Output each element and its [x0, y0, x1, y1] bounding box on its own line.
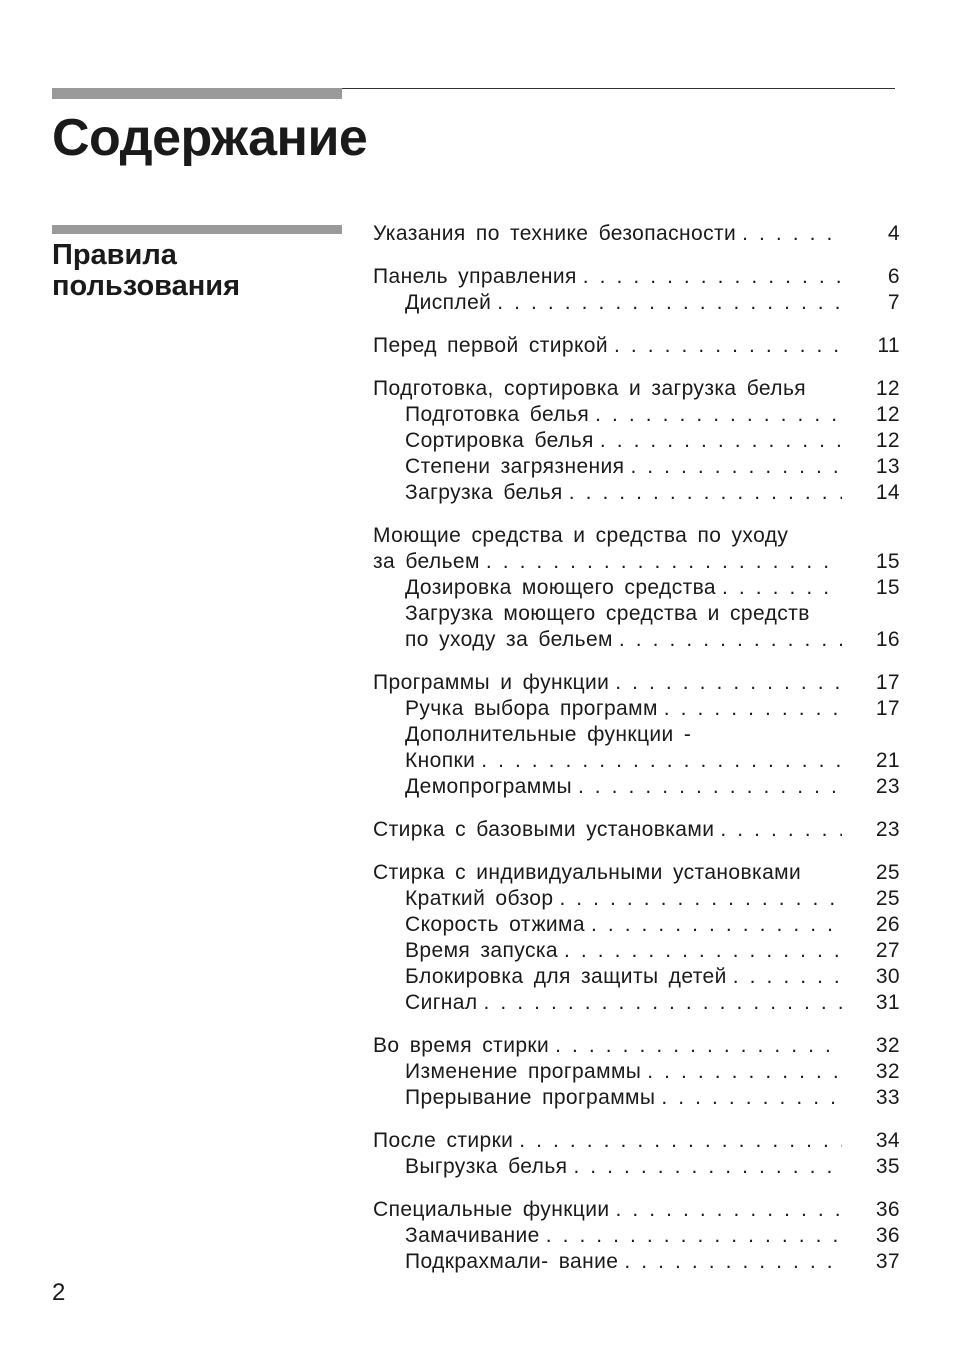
toc-entry-label: Программы и функции [373, 671, 610, 694]
toc-leader-dots [567, 1154, 842, 1180]
toc-page-number: 14 [875, 481, 900, 504]
toc-page-number: 12 [875, 403, 900, 426]
toc-page-number: 6 [887, 265, 900, 288]
toc-page-number: 12 [875, 429, 900, 452]
toc-entry-label: Дозировка моющего средства [405, 576, 717, 599]
toc-group [373, 333, 900, 359]
toc-entry[interactable] [373, 333, 900, 359]
toc-leader-dots [572, 774, 842, 800]
toc-leader-dots [594, 428, 842, 454]
toc-entry[interactable] [373, 860, 900, 886]
toc-leader-dots [609, 1197, 842, 1223]
toc-subentry[interactable] [373, 912, 900, 938]
toc-group [373, 1197, 900, 1275]
toc-group [373, 221, 900, 247]
toc-group [373, 376, 900, 506]
toc-page-number: 25 [875, 861, 900, 884]
toc-subentry[interactable] [373, 774, 900, 800]
toc-entry-label: Загрузка моющего средства и средств [405, 602, 810, 625]
toc-entry[interactable] [373, 1128, 900, 1154]
toc-leader-dots [641, 1059, 842, 1085]
toc-page-number: 34 [875, 1129, 900, 1152]
toc-page-number: 13 [875, 455, 900, 478]
toc-page-number: 37 [875, 1250, 900, 1273]
toc-page-number: 23 [875, 818, 900, 841]
toc-entry-label: После стирки [373, 1129, 514, 1152]
toc-subentry[interactable] [373, 575, 900, 601]
toc-leader-dots [716, 575, 842, 601]
toc-subentry[interactable] [373, 938, 900, 964]
toc-entry-label: Стирка с базовыми установками [373, 818, 715, 841]
toc-leader-dots [609, 670, 842, 696]
toc-entry-label: Стирка с индивидуальными установками [373, 861, 802, 884]
toc-entry-label: Кнопки [405, 749, 476, 772]
toc-entry-label: Время запуска [405, 939, 558, 962]
toc-subentry[interactable] [373, 428, 900, 454]
toc-page-number: 17 [875, 697, 900, 720]
toc-page-number: 26 [875, 913, 900, 936]
toc-leader-dots [618, 1249, 842, 1275]
toc-entry-label: Прерывание программы [405, 1086, 656, 1109]
toc-entry-label: Ручка выбора программ [405, 697, 658, 720]
page-title: Содержание [52, 109, 368, 167]
toc-group [373, 1033, 900, 1111]
toc-page-number: 16 [875, 628, 900, 651]
toc-group [373, 523, 900, 653]
page-number: 2 [52, 1279, 66, 1306]
toc-page-number: 7 [887, 291, 900, 314]
toc-page-number: 31 [875, 991, 900, 1014]
toc-entry[interactable] [373, 1197, 900, 1223]
toc-page-number: 25 [875, 887, 900, 910]
toc-subentry[interactable] [373, 627, 900, 653]
toc-leader-dots [478, 990, 843, 1016]
toc-leader-dots [549, 1033, 842, 1059]
toc-entry[interactable] [373, 670, 900, 696]
toc-entry-label: Скорость отжима [405, 913, 585, 936]
toc-subentry[interactable] [373, 696, 900, 722]
toc-subentry[interactable] [373, 454, 900, 480]
toc-page-number: 36 [875, 1198, 900, 1221]
toc-subentry[interactable] [373, 964, 900, 990]
toc-entry-label: Дисплей [405, 291, 492, 314]
toc-entry-label: Перед первой стиркой [373, 334, 609, 357]
toc-subentry[interactable] [373, 1059, 900, 1085]
toc-entry-label: Дополнительные функции - [405, 723, 692, 746]
toc-leader-dots [655, 1085, 842, 1111]
toc-page-number: 15 [875, 550, 900, 573]
toc-leader-dots [491, 290, 842, 316]
toc-subentry[interactable] [373, 1223, 900, 1249]
toc-entry-label: Демопрограммы [405, 775, 572, 798]
toc-leader-dots [540, 1223, 842, 1249]
toc-leader-dots [577, 264, 842, 290]
toc-subentry[interactable] [373, 886, 900, 912]
toc-entry-label: Изменение программы [405, 1060, 642, 1083]
toc-page-number: 12 [875, 377, 900, 400]
toc-leader-dots [585, 912, 842, 938]
toc-group [373, 817, 900, 843]
toc-entry-label: Сигнал [405, 991, 478, 1014]
toc-group [373, 1128, 900, 1180]
toc-entry-label: Панель управления [373, 265, 577, 288]
toc-page-number: 21 [875, 749, 900, 772]
toc-entry-label: за бельем [373, 550, 480, 573]
toc-leader-dots [589, 402, 842, 428]
toc-subentry[interactable] [373, 1249, 900, 1275]
toc-leader-dots [563, 480, 842, 506]
toc-subentry[interactable] [373, 601, 900, 627]
toc-leader-dots [714, 817, 842, 843]
toc-entry-label: Краткий обзор [405, 887, 554, 910]
toc-entry-label: Указания по технике безопасности [373, 222, 737, 245]
section-heading: Правила пользования [52, 239, 241, 302]
toc-entry-label: Подготовка белья [405, 403, 590, 426]
toc-entry-label: Степени загрязнения [405, 455, 625, 478]
toc-entry[interactable] [373, 817, 900, 843]
toc-leader-dots [513, 1128, 842, 1154]
toc-entry[interactable] [373, 376, 900, 402]
toc-entry[interactable] [373, 523, 900, 549]
toc-page-number: 35 [875, 1155, 900, 1178]
toc-entry-label: Сортировка белья [405, 429, 594, 452]
section-rule [52, 225, 342, 234]
toc-page-number: 4 [887, 222, 900, 245]
table-of-contents [373, 221, 900, 1292]
toc-page-number: 15 [875, 576, 900, 599]
toc-entry-label: Загрузка белья [405, 481, 563, 504]
toc-group [373, 860, 900, 1016]
toc-leader-dots [553, 886, 842, 912]
toc-page-number: 36 [875, 1224, 900, 1247]
toc-entry-label: Выгрузка белья [405, 1155, 568, 1178]
toc-page-number: 30 [875, 965, 900, 988]
toc-leader-dots [475, 748, 842, 774]
toc-entry-label: Специальные функции [373, 1198, 610, 1221]
toc-page-number: 17 [875, 671, 900, 694]
toc-subentry[interactable] [373, 402, 900, 428]
toc-entry[interactable] [373, 264, 900, 290]
toc-leader-dots [558, 938, 842, 964]
header-thick-rule [52, 88, 342, 99]
toc-subentry[interactable] [373, 990, 900, 1016]
toc-entry-label: Моющие средства и средства по уходу [373, 524, 789, 547]
toc-leader-dots [658, 696, 842, 722]
toc-subentry[interactable] [373, 290, 900, 316]
toc-subentry[interactable] [373, 1085, 900, 1111]
toc-entry[interactable] [373, 221, 900, 247]
toc-entry-label: Подготовка, сортировка и загрузка белья [373, 377, 807, 400]
toc-leader-dots [613, 627, 842, 653]
toc-leader-dots [736, 221, 842, 247]
toc-entry-label: Блокировка для защиты детей [405, 965, 727, 988]
toc-leader-dots [727, 964, 842, 990]
toc-group [373, 264, 900, 316]
toc-page-number: 33 [875, 1086, 900, 1109]
toc-leader-dots [624, 454, 842, 480]
toc-page-number: 11 [877, 334, 900, 357]
toc-page-number: 32 [875, 1034, 900, 1057]
toc-entry-label: Замачивание [405, 1224, 540, 1247]
toc-subentry[interactable] [373, 722, 900, 748]
toc-entry[interactable] [373, 549, 900, 575]
toc-entry-label: Во время стирки [373, 1034, 550, 1057]
toc-entry-label: по уходу за бельем [405, 628, 613, 651]
toc-page-number: 32 [875, 1060, 900, 1083]
toc-leader-dots [480, 549, 842, 575]
toc-subentry[interactable] [373, 480, 900, 506]
toc-subentry[interactable] [373, 748, 900, 774]
toc-entry[interactable] [373, 1033, 900, 1059]
toc-subentry[interactable] [373, 1154, 900, 1180]
toc-page-number: 27 [875, 939, 900, 962]
toc-group [373, 670, 900, 800]
toc-leader-dots [608, 333, 842, 359]
toc-entry-label: Подкрахмали- вание [405, 1250, 619, 1273]
toc-page-number: 23 [875, 775, 900, 798]
